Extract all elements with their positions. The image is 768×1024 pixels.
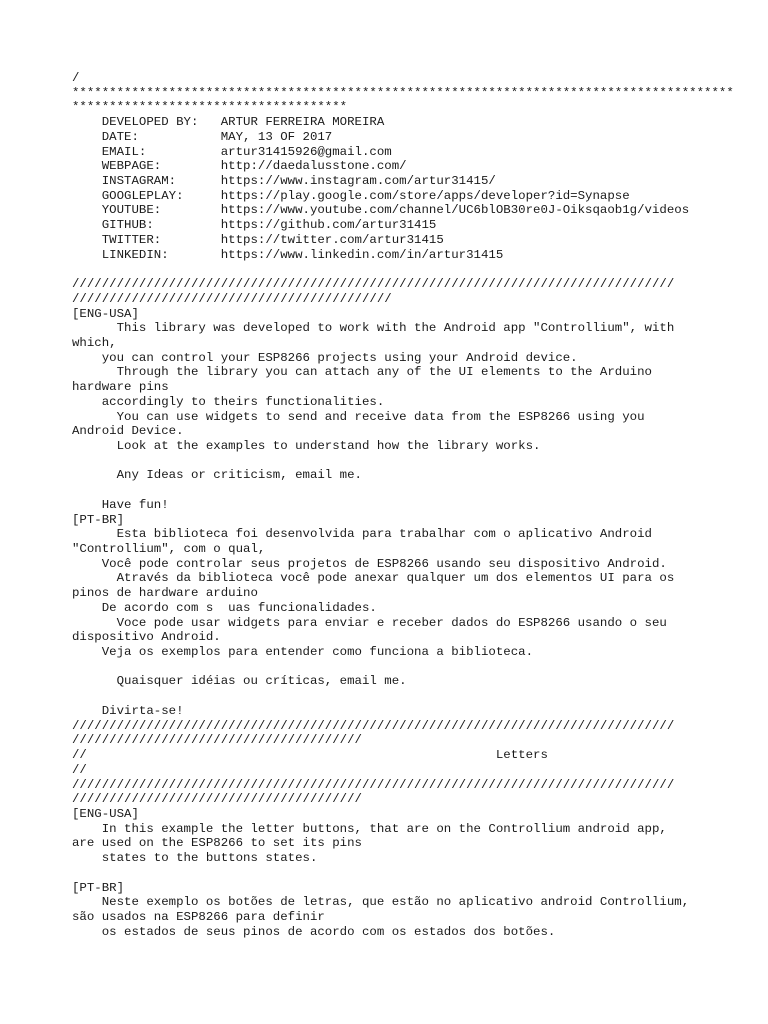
text-line (72, 660, 712, 675)
text-line: ///////////////////////////////////////////////////////////////////////////////// (72, 718, 675, 733)
text-line: "Controllium", com o qual, (72, 542, 266, 556)
text-line: GOOGLEPLAY: https://play.google.com/store/apps/developer?id=Synapse (72, 188, 630, 203)
text-line: De acordo com s uas funcionalidades. (72, 600, 377, 615)
text-line: states to the buttons states. (72, 851, 318, 866)
text-line: são usados na ESP8266 para definir (72, 909, 325, 924)
text-line: GITHUB: https://github.com/artur31415 (72, 218, 437, 233)
text-line: LINKEDIN: https://www.linkedin.com/in/artur31415 (72, 247, 504, 262)
text-line: hardware pins (72, 380, 169, 395)
text-line: os estados de seus pinos de acordo com os estados dos botões. (72, 924, 556, 939)
text-line: Neste exemplo os botões de letras, que estão no aplicativo android Controllium, (72, 895, 690, 910)
text-line: which, (72, 335, 117, 350)
text-line: /////////////////////////////////////////// (72, 291, 392, 306)
text-line: dispositivo Android. (72, 630, 221, 645)
text-line: YOUTUBE: https://www.youtube.com/channel/UC6blOB30re0J-Oiksqaob1g/videos (72, 203, 690, 218)
text-line: Through the library you can attach any of the UI elements to the Arduino (72, 365, 652, 380)
text-line: / (72, 71, 80, 85)
text-line: [PT-BR] (72, 512, 125, 527)
text-line: WEBPAGE: http://daedalusstone.com/ (72, 159, 407, 174)
text-line: INSTAGRAM: https://www.instagram.com/artur31415/ (72, 174, 496, 189)
text-line: Divirta-se! (72, 703, 184, 718)
text-line: // Letters (72, 748, 548, 763)
text-line (72, 689, 712, 704)
text-line: TWITTER: https://twitter.com/artur31415 (72, 232, 444, 247)
text-line: In this example the letter buttons, that are on the Controllium android app, (72, 821, 667, 836)
text-line (72, 454, 712, 469)
text-line: ///////////////////////////////////////////////////////////////////////////////// (72, 777, 675, 792)
text-line: Veja os exemplos para entender como funciona a biblioteca. (72, 645, 534, 660)
text-line: // (72, 762, 87, 777)
text-line: Have fun! (72, 497, 169, 512)
text-line: you can control your ESP8266 projects using your Android device. (72, 350, 578, 365)
text-line: Android Device. (72, 424, 184, 439)
text-line: /////////////////////////////////////// (72, 792, 362, 807)
text-line: ***************************************************************************************** (72, 85, 734, 100)
source-code-comment-block (72, 71, 734, 939)
text-line: Através da biblioteca você pode anexar qualquer um dos elementos UI para os (72, 571, 675, 586)
text-line: Any Ideas or criticism, email me. (72, 468, 362, 483)
text-line (72, 866, 712, 881)
text-line: Esta biblioteca foi desenvolvida para trabalhar com o aplicativo Android (72, 527, 652, 542)
text-line: [ENG-USA] (72, 806, 139, 821)
text-line: DATE: MAY, 13 OF 2017 (72, 129, 333, 144)
text-line: You can use widgets to send and receive data from the ESP8266 using you (72, 409, 645, 424)
text-line: Quaisquer idéias ou críticas, email me. (72, 674, 407, 689)
text-line: ************************************* (72, 100, 348, 115)
text-line: /////////////////////////////////////// (72, 733, 362, 748)
text-line: ///////////////////////////////////////////////////////////////////////////////// (72, 277, 675, 292)
text-line (72, 483, 712, 498)
text-line: [ENG-USA] (72, 306, 139, 321)
text-line: DEVELOPED BY: ARTUR FERREIRA MOREIRA (72, 115, 385, 130)
text-line: This library was developed to work with the Android app "Controllium", with (72, 321, 675, 336)
text-line: EMAIL: artur31415926@gmail.com (72, 144, 392, 159)
text-line: accordingly to theirs functionalities. (72, 394, 385, 409)
text-line: are used on the ESP8266 to set its pins (72, 836, 362, 851)
text-line: pinos de hardware arduino (72, 586, 258, 601)
text-line: Look at the examples to understand how the library works. (72, 438, 541, 453)
text-line: Você pode controlar seus projetos de ESP8266 usando seu dispositivo Android. (72, 556, 667, 571)
text-line: [PT-BR] (72, 880, 125, 895)
text-line: Voce pode usar widgets para enviar e receber dados do ESP8266 usando o seu (72, 615, 667, 630)
text-line (72, 262, 712, 277)
